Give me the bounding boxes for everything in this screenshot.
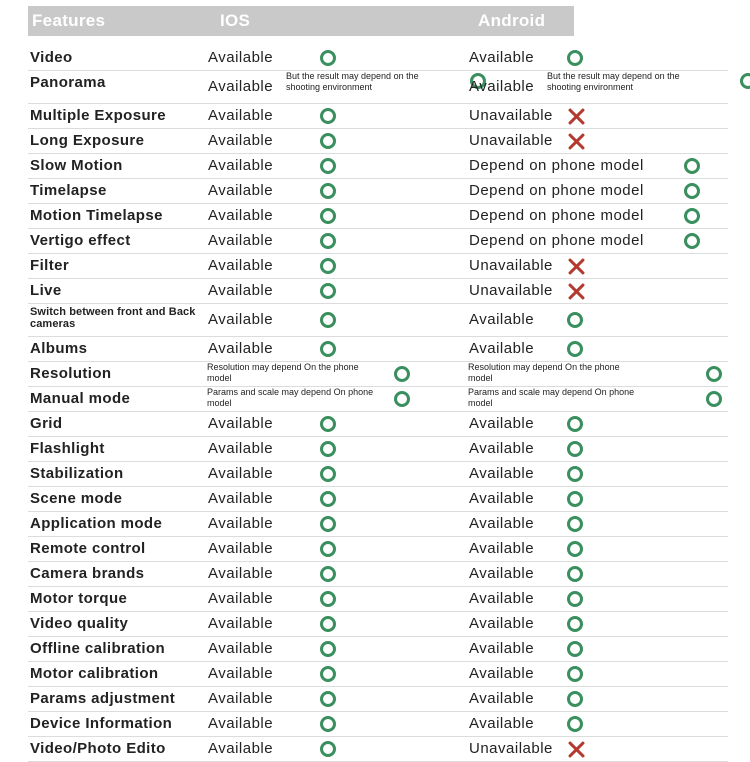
android-cell <box>469 712 728 736</box>
ios-cell <box>208 362 458 386</box>
table-row <box>28 587 728 612</box>
feature-name: Remote control <box>30 540 146 557</box>
circle-icon <box>684 158 700 174</box>
ios-cell <box>208 104 458 128</box>
android-availability: Unavailable <box>469 282 553 299</box>
ios-cell <box>208 662 458 686</box>
android-cell <box>469 337 728 361</box>
table-row <box>28 362 728 387</box>
ios-cell <box>208 562 458 586</box>
circle-icon <box>684 233 700 249</box>
ios-cell <box>208 154 458 178</box>
android-cell <box>469 612 728 636</box>
cross-icon <box>567 257 585 275</box>
ios-availability: Available <box>208 282 274 299</box>
table-row <box>28 154 728 179</box>
circle-icon <box>320 50 336 66</box>
circle-icon <box>684 208 700 224</box>
circle-icon <box>320 283 336 299</box>
feature-name: Scene mode <box>30 490 123 507</box>
circle-icon <box>394 391 410 407</box>
feature-name: Panorama <box>30 74 106 91</box>
feature-name: Manual mode <box>30 390 131 407</box>
table-row <box>28 462 728 487</box>
feature-name: Stabilization <box>30 465 124 482</box>
android-availability: Available <box>469 540 535 557</box>
feature-name: Motion Timelapse <box>30 207 163 224</box>
android-cell <box>469 179 728 203</box>
android-note: Params and scale may depend On phone model <box>468 387 635 408</box>
table-row <box>28 537 728 562</box>
feature-name: Video <box>30 49 73 66</box>
circle-icon <box>320 441 336 457</box>
circle-icon <box>567 416 583 432</box>
ios-cell <box>208 512 458 536</box>
ios-cell <box>208 387 458 411</box>
ios-availability: Available <box>208 465 274 482</box>
header-features: Features <box>32 11 106 30</box>
feature-name: Motor torque <box>30 590 128 607</box>
ios-availability: Available <box>208 157 274 174</box>
circle-icon <box>320 208 336 224</box>
feature-name: Albums <box>30 340 88 357</box>
feature-name: Params adjustment <box>30 690 176 707</box>
android-cell <box>469 587 728 611</box>
android-availability: Available <box>469 440 535 457</box>
ios-availability: Available <box>208 207 274 224</box>
ios-availability: Available <box>208 565 274 582</box>
android-cell <box>469 304 728 336</box>
android-cell <box>469 737 728 761</box>
android-availability: Available <box>469 465 535 482</box>
circle-icon <box>320 691 336 707</box>
table-row <box>28 46 728 71</box>
ios-availability: Available <box>208 590 274 607</box>
circle-icon <box>320 466 336 482</box>
android-availability: Available <box>469 78 535 95</box>
android-cell <box>469 129 728 153</box>
table-row <box>28 512 728 537</box>
ios-cell <box>208 637 458 661</box>
circle-icon <box>567 641 583 657</box>
circle-icon <box>567 691 583 707</box>
ios-cell <box>208 462 458 486</box>
ios-note: Params and scale may depend On phone model <box>207 387 374 408</box>
table-header <box>28 6 574 36</box>
table-row <box>28 662 728 687</box>
ios-cell <box>208 537 458 561</box>
circle-icon <box>320 591 336 607</box>
circle-icon <box>567 716 583 732</box>
table-row <box>28 104 728 129</box>
android-cell <box>469 71 728 103</box>
android-cell <box>469 562 728 586</box>
feature-name: Filter <box>30 257 70 274</box>
ios-cell <box>208 487 458 511</box>
ios-cell <box>208 179 458 203</box>
android-cell <box>469 279 728 303</box>
table-row <box>28 487 728 512</box>
circle-icon <box>320 491 336 507</box>
android-cell <box>469 387 728 411</box>
circle-icon <box>320 716 336 732</box>
ios-availability: Available <box>208 182 274 199</box>
ios-availability: Available <box>208 540 274 557</box>
android-availability: Unavailable <box>469 132 553 149</box>
feature-name: Long Exposure <box>30 132 145 149</box>
circle-icon <box>567 616 583 632</box>
ios-availability: Available <box>208 440 274 457</box>
table-row <box>28 637 728 662</box>
circle-icon <box>320 416 336 432</box>
ios-availability: Available <box>208 232 274 249</box>
ios-cell <box>208 204 458 228</box>
android-cell <box>469 437 728 461</box>
android-note: Resolution may depend On the phone model <box>468 362 620 383</box>
ios-availability: Available <box>208 690 274 707</box>
android-availability: Available <box>469 590 535 607</box>
feature-name: Motor calibration <box>30 665 159 682</box>
ios-availability: Available <box>208 107 274 124</box>
circle-icon <box>320 233 336 249</box>
circle-icon <box>567 341 583 357</box>
cross-icon <box>567 282 585 300</box>
circle-icon <box>567 516 583 532</box>
android-availability: Unavailable <box>469 107 553 124</box>
android-availability: Available <box>469 715 535 732</box>
circle-icon <box>567 666 583 682</box>
feature-name: Resolution <box>30 365 112 382</box>
table-row <box>28 562 728 587</box>
ios-availability: Available <box>208 740 274 757</box>
circle-icon <box>320 666 336 682</box>
feature-name: Offline calibration <box>30 640 166 657</box>
ios-cell <box>208 412 458 436</box>
table-row <box>28 229 728 254</box>
circle-icon <box>567 441 583 457</box>
ios-availability: Available <box>208 257 274 274</box>
ios-cell <box>208 254 458 278</box>
cross-icon <box>567 107 585 125</box>
android-note: But the result may depend on the shooting environment <box>547 71 680 92</box>
android-availability: Available <box>469 415 535 432</box>
circle-icon <box>740 73 750 89</box>
android-availability: Available <box>469 665 535 682</box>
feature-name: Flashlight <box>30 440 105 457</box>
ios-availability: Available <box>208 78 274 95</box>
android-cell <box>469 537 728 561</box>
ios-cell <box>208 437 458 461</box>
ios-cell <box>208 587 458 611</box>
circle-icon <box>320 566 336 582</box>
circle-icon <box>706 366 722 382</box>
circle-icon <box>320 312 336 328</box>
ios-cell <box>208 129 458 153</box>
ios-availability: Available <box>208 665 274 682</box>
feature-name: Grid <box>30 415 63 432</box>
android-cell <box>469 487 728 511</box>
android-availability: Available <box>469 49 535 66</box>
circle-icon <box>320 133 336 149</box>
ios-cell <box>208 337 458 361</box>
ios-availability: Available <box>208 132 274 149</box>
ios-availability: Available <box>208 515 274 532</box>
android-cell <box>469 104 728 128</box>
table-row <box>28 254 728 279</box>
circle-icon <box>684 183 700 199</box>
table-row <box>28 129 728 154</box>
ios-cell <box>208 687 458 711</box>
circle-icon <box>394 366 410 382</box>
ios-cell <box>208 712 458 736</box>
android-cell <box>469 229 728 253</box>
table-row <box>28 304 728 337</box>
ios-availability: Available <box>208 415 274 432</box>
circle-icon <box>567 541 583 557</box>
android-availability: Available <box>469 490 535 507</box>
feature-name: Live <box>30 282 62 299</box>
ios-cell <box>208 737 458 761</box>
android-availability: Available <box>469 311 535 328</box>
feature-name: Multiple Exposure <box>30 107 166 124</box>
android-cell <box>469 662 728 686</box>
table-row <box>28 204 728 229</box>
feature-name: Camera brands <box>30 565 145 582</box>
feature-name: Application mode <box>30 515 163 532</box>
header-ios: IOS <box>220 11 251 30</box>
ios-availability: Available <box>208 340 274 357</box>
android-availability: Available <box>469 565 535 582</box>
circle-icon <box>320 158 336 174</box>
circle-icon <box>706 391 722 407</box>
table-row <box>28 179 728 204</box>
ios-cell <box>208 229 458 253</box>
circle-icon <box>567 50 583 66</box>
android-cell <box>469 154 728 178</box>
ios-availability: Available <box>208 615 274 632</box>
circle-icon <box>567 566 583 582</box>
circle-icon <box>567 312 583 328</box>
ios-cell <box>208 46 458 70</box>
circle-icon <box>320 108 336 124</box>
circle-icon <box>320 541 336 557</box>
android-cell <box>469 462 728 486</box>
table-row <box>28 612 728 637</box>
feature-name: Video quality <box>30 615 129 632</box>
table-row <box>28 71 728 104</box>
table-row <box>28 387 728 412</box>
circle-icon <box>320 341 336 357</box>
android-availability: Available <box>469 640 535 657</box>
table-row <box>28 412 728 437</box>
table-row <box>28 437 728 462</box>
circle-icon <box>320 183 336 199</box>
android-availability: Depend on phone model <box>469 157 644 174</box>
table-body <box>28 46 728 762</box>
comparison-table <box>28 6 728 757</box>
feature-name: Slow Motion <box>30 157 123 174</box>
circle-icon <box>320 258 336 274</box>
feature-name: Switch between front and Back cameras <box>30 306 196 330</box>
ios-availability: Available <box>208 49 274 66</box>
ios-availability: Available <box>208 490 274 507</box>
android-cell <box>469 254 728 278</box>
circle-icon <box>567 491 583 507</box>
circle-icon <box>320 641 336 657</box>
android-availability: Available <box>469 615 535 632</box>
header-android: Android <box>478 11 546 30</box>
circle-icon <box>320 516 336 532</box>
feature-name: Vertigo effect <box>30 232 131 249</box>
android-cell <box>469 637 728 661</box>
android-availability: Depend on phone model <box>469 232 644 249</box>
android-cell <box>469 362 728 386</box>
android-cell <box>469 204 728 228</box>
ios-note: But the result may depend on the shooting environment <box>286 71 419 92</box>
ios-cell <box>208 279 458 303</box>
table-row <box>28 279 728 304</box>
table-row <box>28 712 728 737</box>
android-cell <box>469 412 728 436</box>
feature-name: Video/Photo Edito <box>30 740 166 757</box>
android-availability: Available <box>469 515 535 532</box>
android-availability: Depend on phone model <box>469 207 644 224</box>
feature-name: Timelapse <box>30 182 107 199</box>
android-availability: Unavailable <box>469 257 553 274</box>
android-cell <box>469 46 728 70</box>
android-cell <box>469 512 728 536</box>
ios-cell <box>208 304 458 336</box>
circle-icon <box>320 616 336 632</box>
feature-name: Device Information <box>30 715 173 732</box>
table-row <box>28 337 728 362</box>
circle-icon <box>567 466 583 482</box>
table-row <box>28 687 728 712</box>
cross-icon <box>567 132 585 150</box>
android-cell <box>469 687 728 711</box>
android-availability: Depend on phone model <box>469 182 644 199</box>
circle-icon <box>567 591 583 607</box>
android-availability: Unavailable <box>469 740 553 757</box>
ios-note: Resolution may depend On the phone model <box>207 362 359 383</box>
circle-icon <box>320 741 336 757</box>
cross-icon <box>567 740 585 758</box>
android-availability: Available <box>469 340 535 357</box>
ios-cell <box>208 71 458 103</box>
ios-availability: Available <box>208 715 274 732</box>
ios-availability: Available <box>208 311 274 328</box>
ios-cell <box>208 612 458 636</box>
ios-availability: Available <box>208 640 274 657</box>
android-availability: Available <box>469 690 535 707</box>
